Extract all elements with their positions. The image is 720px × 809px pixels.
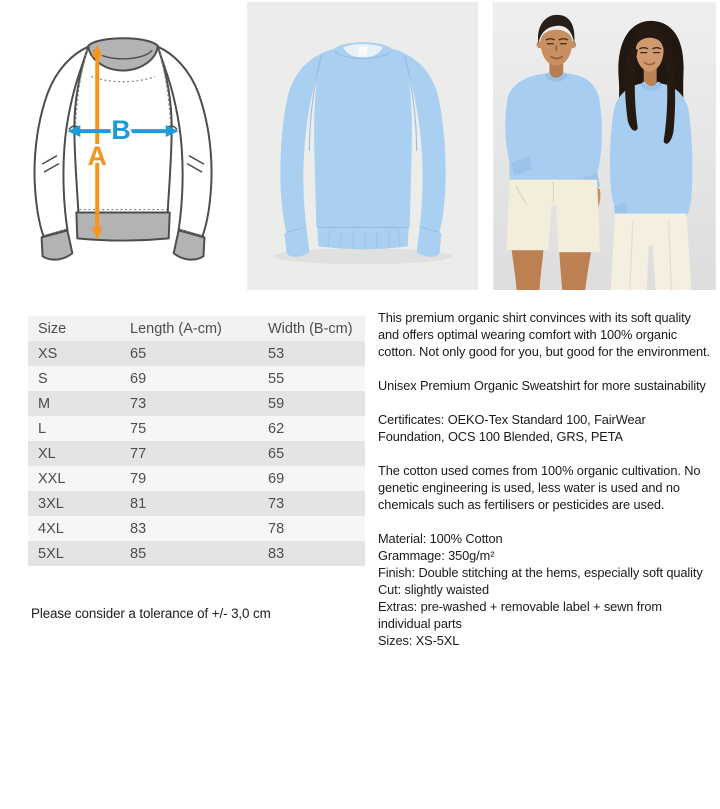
size-table-cell: 53 [268,345,285,362]
product-photo-models [493,2,716,290]
size-table-cell: 77 [130,445,147,462]
size-table-cell: 4XL [38,520,64,537]
size-table-cell: 5XL [38,545,64,562]
size-table-cell: 83 [130,520,147,537]
size-table-head [28,316,365,341]
size-table-cell: XL [38,445,56,462]
tolerance-note: Please consider a tolerance of +/- 3,0 cm [31,606,271,621]
flat-left-cuff [285,228,310,256]
size-table-cell: 69 [130,370,147,387]
size-table-cell: 65 [268,445,285,462]
size-table-cell: XS [38,345,58,362]
size-table-cell: 62 [268,420,285,437]
size-table-row [28,341,365,366]
description-paragraph: Certificates: OEKO-Tex Standard 100, FairWear Foundation, OCS 100 Blended, GRS, PETA [378,412,646,444]
description-paragraph: This premium organic shirt convinces with its soft quality and offers optimal wearing comfort with 100% organic cotton. Not only good for you, but good for the environment. [378,310,710,359]
size-table-cell: XXL [38,470,66,487]
size-table [28,316,365,566]
size-table-cell: 3XL [38,495,64,512]
measure-label-b: B [111,115,131,146]
models-illustration [493,2,716,290]
woman-torso [614,81,688,213]
size-table-cell: S [38,370,48,387]
size-table-cell: 73 [130,395,147,412]
measure-label-a: A [87,140,107,171]
size-table-row [28,391,365,416]
size-table-header-row [28,316,365,341]
size-table-cell: 79 [130,470,147,487]
size-table-cell: 55 [268,370,285,387]
size-table-cell: M [38,395,51,412]
size-table-row [28,416,365,441]
size-table-row [28,366,365,391]
flat-hem-band [317,227,408,249]
size-table-cell: 81 [130,495,147,512]
flat-neck-label [359,47,367,56]
size-table-header-cell: Size [38,320,67,337]
size-table-cell: 85 [130,545,147,562]
flat-sweatshirt-illustration [247,2,478,290]
description-paragraph: The cotton used comes from 100% organic cultivation. No genetic engineering is used, less water is used and no chemicals such as fertilisers or pesticides are used. [378,463,701,512]
size-table-cell: 65 [130,345,147,362]
sweatshirt-measurement-diagram-icon [18,2,235,290]
size-table-cell: 78 [268,520,285,537]
size-table-cell: 73 [268,495,285,512]
size-table-cell: 83 [268,545,285,562]
size-diagram-panel [18,2,235,290]
size-table-header-cell: Length (A-cm) [130,320,222,337]
size-table-row [28,516,365,541]
size-table-cell: 75 [130,420,147,437]
size-table-row [28,491,365,516]
flat-body [314,46,412,227]
size-table-row [28,541,365,566]
flat-right-cuff [417,228,442,256]
product-photo-flat [247,2,478,290]
description-paragraph: Unisex Premium Organic Sweatshirt for more sustainability [378,378,706,393]
size-table-cell: 69 [268,470,285,487]
size-table-cell: L [38,420,47,437]
size-table-cell: 59 [268,395,285,412]
product-description [378,309,711,649]
size-table-header-cell: Width (B-cm) [268,320,353,337]
man-left-leg [512,250,544,290]
size-table-row [28,441,365,466]
size-table-body [28,341,365,566]
size-table-row [28,466,365,491]
description-paragraph: Material: 100% Cotton Grammage: 350g/m² Finish: Double stitching at the hems, especially soft quality Cut: slightly waisted Extras: pre-washed + removable label + sewn from individual parts Sizes: XS-5XL [378,531,703,648]
diagram-waistband [76,213,169,241]
